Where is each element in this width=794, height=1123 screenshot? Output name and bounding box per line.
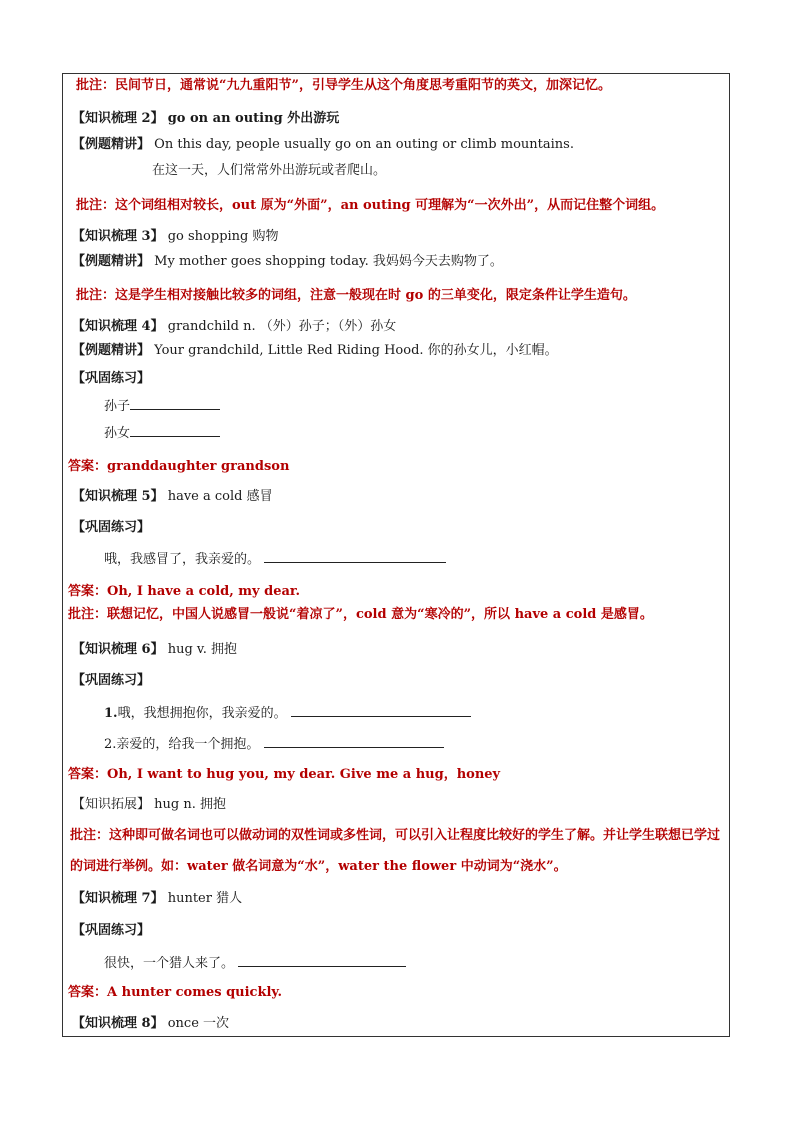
- practice-hug-1-number: 1.: [104, 706, 118, 721]
- practice-heading-1: 【巩固练习】: [72, 371, 151, 386]
- kp6-label: 【知识梳理 6】: [72, 642, 164, 657]
- granddaughter-answer-blank[interactable]: [130, 424, 220, 437]
- answer-hug: 答案：Oh, I want to hug you, my dear. Give me a hug，honey: [68, 767, 501, 782]
- knowledge-point-2: [72, 110, 339, 128]
- example-3-label: 【例题精讲】: [72, 254, 151, 269]
- knowledge-point-3: [72, 228, 279, 246]
- answer-grandchild: 答案：granddaughter grandson: [68, 459, 290, 474]
- kp3-label: 【知识梳理 3】: [72, 229, 164, 244]
- extension-text: hug n. 拥抱: [154, 797, 226, 812]
- example-3-text: My mother goes shopping today. 我妈妈今天去购物了。: [154, 254, 503, 269]
- kp4-text: grandchild n. （外）孙子；（外）孙女: [167, 319, 397, 334]
- annotation-cold: 批注：联想记忆，中国人说感冒一般说“着凉了”，cold 意为“寒冷的”，所以 have a cold 是感冒。: [68, 607, 653, 622]
- kp3-text: go shopping 购物: [167, 229, 279, 244]
- example-2: [72, 136, 574, 154]
- answer-cold: 答案：Oh, I have a cold, my dear.: [68, 584, 301, 599]
- example-4-label: 【例题精讲】: [72, 343, 151, 358]
- practice-hug-2: [104, 735, 444, 754]
- kp5-label: 【知识梳理 5】: [72, 489, 164, 504]
- practice-hug-1-prompt: 哦，我想拥抱你，我亲爱的。: [117, 706, 287, 721]
- practice-hunter: [104, 954, 406, 973]
- annotation-shopping: 批注：这是学生相对接触比较多的词组，注意一般现在时 go 的三单变化，限定条件让学生造句。: [76, 288, 636, 303]
- kp7-text: hunter 猎人: [167, 891, 243, 906]
- grandson-answer-blank[interactable]: [130, 397, 220, 410]
- kp8-text: once 一次: [167, 1016, 230, 1031]
- extension-label: 【知识拓展】: [72, 797, 151, 812]
- knowledge-point-4: [72, 318, 396, 336]
- practice-grandson-prompt: 孙子: [104, 399, 131, 414]
- knowledge-extension: [72, 796, 226, 814]
- kp6-text: hug v. 拥抱: [167, 642, 237, 657]
- practice-granddaughter: [104, 424, 220, 443]
- example-2-text: On this day, people usually go on an outing or climb mountains.: [154, 137, 574, 152]
- example-2-label: 【例题精讲】: [72, 137, 151, 152]
- kp7-label: 【知识梳理 7】: [72, 891, 164, 906]
- practice-hug-2-prompt: 2.亲爱的，给我一个拥抱。: [104, 737, 260, 752]
- kp2-label: 【知识梳理 2】: [72, 111, 164, 126]
- hug-2-answer-blank[interactable]: [264, 735, 444, 748]
- example-3: [72, 253, 503, 271]
- example-4: [72, 342, 558, 360]
- cold-answer-blank[interactable]: [264, 550, 446, 563]
- hug-1-answer-blank[interactable]: [291, 704, 471, 717]
- knowledge-point-5: [72, 488, 273, 506]
- annotation-outing: 批注：这个词组相对较长，out 原为“外面”，an outing 可理解为“一次外出”，从而记住整个词组。: [76, 198, 665, 213]
- practice-heading-4: 【巩固练习】: [72, 923, 151, 938]
- practice-heading-3: 【巩固练习】: [72, 673, 151, 688]
- practice-heading-2: 【巩固练习】: [72, 520, 151, 535]
- annotation-part-of-speech: 批注：这种即可做名词也可以做动词的双性词或多性词，可以引入让程度比较好的学生了解。并让学生联想已学过的词进行举例。如：water 做名词意为“水”，water the flower 中动词为“浇水”。: [70, 828, 721, 874]
- practice-cold: [104, 550, 446, 569]
- knowledge-point-7: [72, 890, 242, 908]
- kp2-text: go on an outing 外出游玩: [167, 111, 340, 126]
- practice-grandson: [104, 397, 220, 416]
- example-4-text: Your grandchild, Little Red Riding Hood. 你的孙女儿，小红帽。: [154, 343, 558, 358]
- annotation-double-ninth: 批注：民间节日，通常说“九九重阳节”，引导学生从这个角度思考重阳节的英文，加深记忆。: [76, 78, 611, 93]
- hunter-answer-blank[interactable]: [238, 954, 406, 967]
- practice-granddaughter-prompt: 孙女: [104, 426, 131, 441]
- practice-hug-1: [104, 704, 471, 723]
- practice-hunter-prompt: 很快，一个猎人来了。: [104, 956, 235, 971]
- knowledge-point-6: [72, 641, 237, 659]
- knowledge-point-8: [72, 1015, 229, 1033]
- kp4-label: 【知识梳理 4】: [72, 319, 164, 334]
- example-2-translation: 在这一天，人们常常外出游玩或者爬山。: [152, 163, 387, 178]
- kp8-label: 【知识梳理 8】: [72, 1016, 164, 1031]
- kp5-text: have a cold 感冒: [167, 489, 273, 504]
- answer-hunter: 答案：A hunter comes quickly.: [68, 985, 283, 1000]
- practice-cold-prompt: 哦，我感冒了，我亲爱的。: [104, 552, 261, 567]
